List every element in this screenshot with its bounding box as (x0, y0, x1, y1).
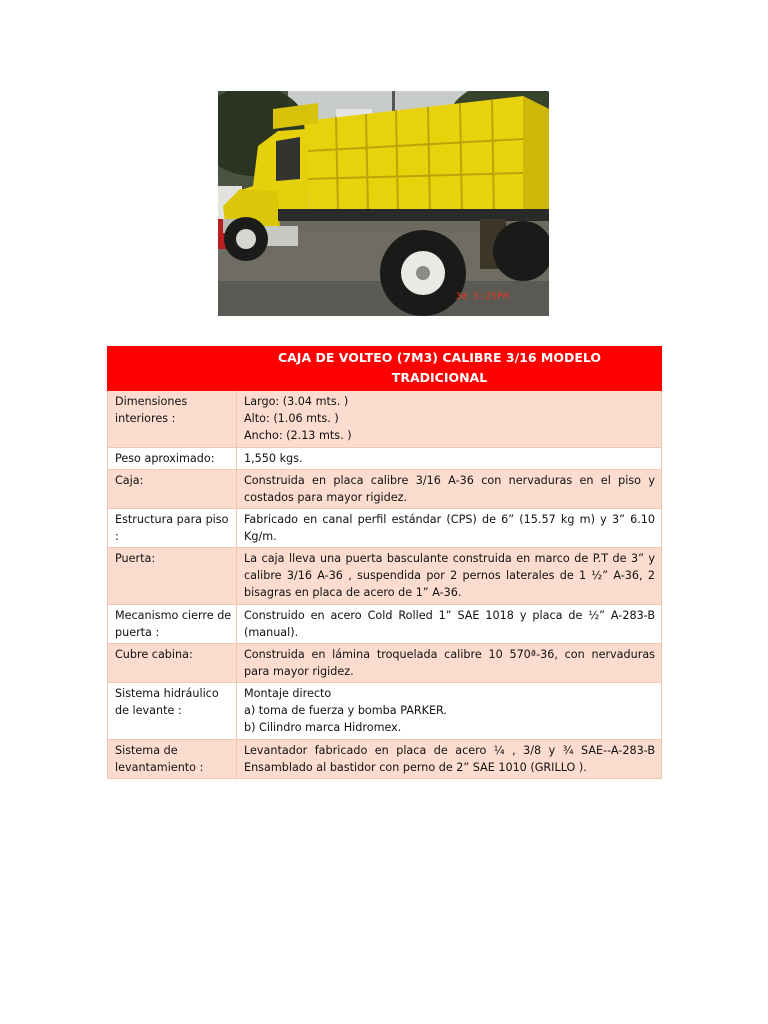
row-value-line: a) toma de fuerza y bomba PARKER. (244, 704, 447, 717)
photo-timestamp: 30 5:25PM (455, 292, 509, 302)
row-value (237, 740, 662, 779)
row-value-line: Montaje directo (244, 687, 332, 700)
specifications-table (107, 346, 662, 779)
row-label: Cubre cabina: (108, 644, 237, 683)
table-header-row (108, 347, 662, 391)
row-value-line: Construido en acero Cold Rolled 1” SAE 1018 y placa de ½” A-283-B (manual). (244, 609, 655, 639)
row-value-line: 1,550 kgs. (244, 452, 303, 465)
row-value-line: Construida en placa calibre 3/16 A-36 con nervaduras en el piso y costados para mayor rigidez. (244, 474, 655, 504)
row-label: Sistema hidráulico de levante : (108, 683, 237, 740)
table-row (108, 509, 662, 548)
row-label: Mecanismo cierre de puerta : (108, 605, 237, 644)
row-value (237, 470, 662, 509)
row-value (237, 605, 662, 644)
row-value-line: Largo: (3.04 mts. ) (244, 395, 349, 408)
table-row (108, 391, 662, 448)
row-label: Puerta: (108, 548, 237, 605)
dump-truck-illustration (218, 91, 549, 316)
table-row (108, 548, 662, 605)
row-value (237, 683, 662, 740)
table-row (108, 470, 662, 509)
row-value (237, 644, 662, 683)
row-label: Estructura para piso : (108, 509, 237, 548)
row-value-line: b) Cilindro marca Hidromex. (244, 721, 402, 734)
row-value-line: Alto: (1.06 mts. ) (244, 412, 339, 425)
table-body (108, 391, 662, 779)
row-value-line: Ancho: (2.13 mts. ) (244, 429, 352, 442)
table-row (108, 448, 662, 470)
row-value (237, 391, 662, 448)
row-label: Peso aproximado: (108, 448, 237, 470)
table-row (108, 740, 662, 779)
table-row (108, 683, 662, 740)
table-row (108, 605, 662, 644)
row-label: Caja: (108, 470, 237, 509)
row-value (237, 448, 662, 470)
table-title: CAJA DE VOLTEO (7M3) CALIBRE 3/16 MODELO TRADICIONAL (108, 347, 662, 391)
row-value-line: Levantador fabricado en placa de acero ¼ , 3/8 y ¾ SAE--A-283-B Ensamblado al bastidor con perno de 2” SAE 1010 (GRILLO ). (244, 744, 655, 774)
dump-truck-photo (218, 91, 549, 316)
row-value (237, 548, 662, 605)
table-row (108, 644, 662, 683)
row-value-line: Construida en lámina troquelada calibre 10 570ª-36, con nervaduras para mayor rigidez. (244, 648, 655, 678)
row-value-line: La caja lleva una puerta basculante construida en marco de P.T de 3” y calibre 3/16 A-36 , suspendida por 2 pernos laterales de 1 ½” A-36, 2 bisagras en placa de acero de 1” A-36. (244, 552, 655, 599)
row-label: Sistema de levantamiento : (108, 740, 237, 779)
row-label: Dimensiones interiores : (108, 391, 237, 448)
row-value (237, 509, 662, 548)
row-value-line: Fabricado en canal perfil estándar (CPS) de 6” (15.57 kg m) y 3” 6.10 Kg/m. (244, 513, 655, 543)
